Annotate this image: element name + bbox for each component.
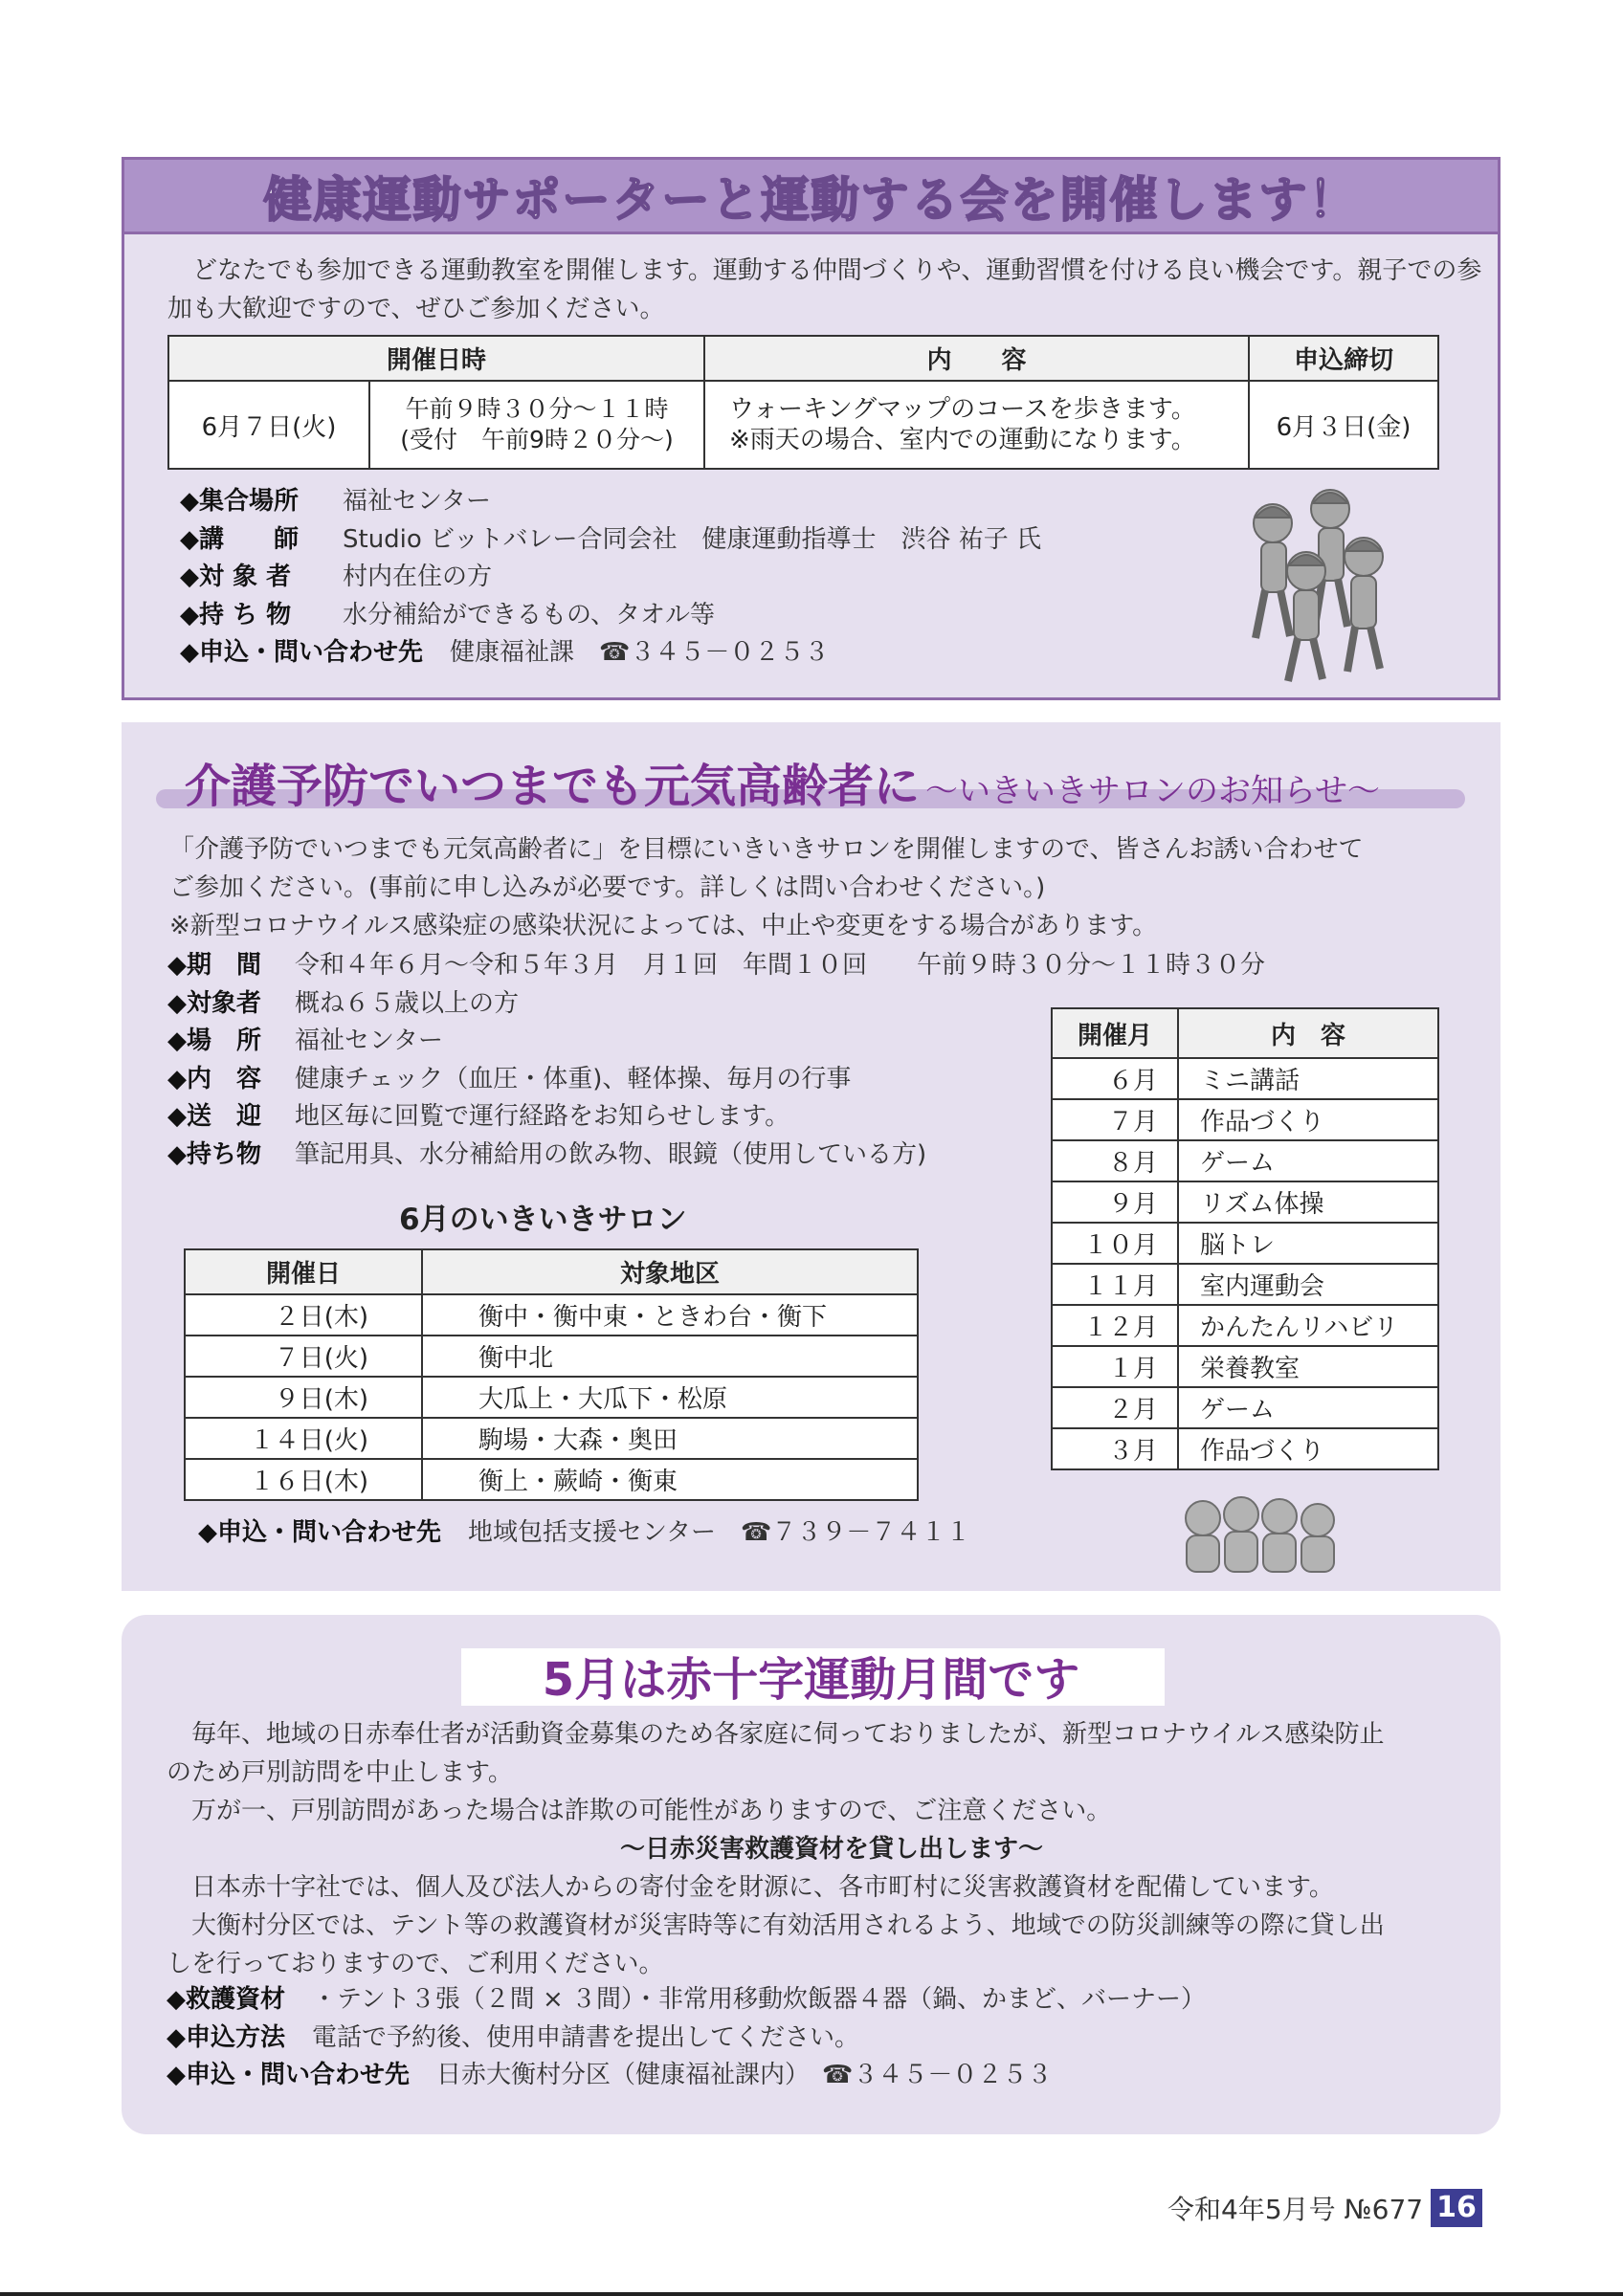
program-content: 栄養教室: [1178, 1346, 1438, 1387]
june-salon-title: 6月のいきいきサロン: [399, 1203, 687, 1237]
program-month: ６月: [1052, 1058, 1178, 1099]
bottom-rule: [0, 2292, 1623, 2296]
detail-row-period: [167, 947, 1265, 985]
salon-date: ２日(木): [185, 1294, 422, 1336]
detail-value: 地区毎に回覧で運行経路をお知らせします。: [295, 1102, 790, 1131]
header-content: 内 容: [1178, 1008, 1438, 1058]
senior-group-illustration: [1179, 1488, 1342, 1574]
table-row: [1052, 1264, 1438, 1305]
body-line: 毎年、地域の日赤奉仕者が活動資金募集のため各家庭に伺っておりましたが、新型コロナウイルス感染防止: [167, 1720, 1385, 1749]
table-header-row: [1052, 1008, 1438, 1058]
section-title: [185, 749, 1380, 815]
detail-label: ◆申込・問い合わせ先: [180, 638, 423, 667]
page-number: 16: [1431, 2189, 1482, 2227]
event-details-list: [180, 483, 1041, 673]
program-content: 室内運動会: [1178, 1264, 1438, 1305]
detail-row-materials: [167, 1981, 1206, 2020]
program-content: ミニ講話: [1178, 1058, 1438, 1099]
program-month: ２月: [1052, 1387, 1178, 1428]
event-time-line: 午前９時３０分～１１時: [405, 395, 669, 423]
detail-label: ◆期 間: [167, 951, 261, 980]
body-line: しを行っておりますので、ご利用ください。: [167, 1950, 664, 1978]
table-row: [1052, 1387, 1438, 1428]
detail-row-contact: [198, 1514, 970, 1553]
event-rain-note: ※雨天の場合、室内での運動になります。: [729, 426, 1196, 454]
program-month: ３月: [1052, 1428, 1178, 1469]
detail-row-target: [180, 559, 1041, 597]
detail-value: 村内在住の方: [343, 563, 493, 591]
detail-row-belongings: [180, 597, 1041, 635]
detail-label: ◆申込・問い合わせ先: [198, 1518, 441, 1547]
table-row: [185, 1377, 918, 1418]
table-row: [185, 1418, 918, 1459]
event-deadline: 6月３日(金): [1249, 381, 1438, 469]
event-reception-time: (受付 午前9時２０分～): [400, 426, 674, 453]
event-date: 6月７日(火): [168, 381, 369, 469]
contact-phone: 地域包括支援センター ☎７３９－７４１１: [468, 1518, 971, 1547]
program-content: 作品づくり: [1178, 1099, 1438, 1140]
salon-date: １６日(木): [185, 1459, 422, 1500]
intro-line: ※新型コロナウイルス感染症の感染状況によっては、中止や変更をする場合があります。: [169, 912, 1158, 940]
table-row: [185, 1336, 918, 1377]
detail-value: Studio ビットバレー合同会社 健康運動指導士 渋谷 祐子 氏: [343, 524, 1042, 554]
section-title-main: 介護予防でいつまでも元気高齢者に: [185, 760, 921, 813]
section-title: 健康運動サポーターと運動する会を開催します！: [263, 171, 1359, 228]
detail-label: ◆講 師: [180, 524, 299, 554]
detail-row-meeting-place: [180, 483, 1041, 521]
detail-value: ・テント３張（２間 × ３間）・非常用移動炊飯器４器（鍋、かまど、バーナー）: [312, 1985, 1207, 2014]
salon-date: １４日(火): [185, 1418, 422, 1459]
program-month: １月: [1052, 1346, 1178, 1387]
intro-line: 「介護予防でいつまでも元気高齢者に」を目標にいきいきサロンを開催しますので、皆さんお誘い合わせて: [169, 835, 1364, 864]
body-line: 万が一、戸別訪問があった場合は詐欺の可能性がありますので、ご注意ください。: [167, 1797, 1112, 1825]
detail-label: ◆持 ち 物: [180, 600, 292, 629]
detail-value: 令和４年６月～令和５年３月 月１回 年間１０回 午前９時３０分～１１時３０分: [295, 951, 1266, 980]
detail-label: ◆申込方法: [167, 2022, 285, 2052]
intro-paragraph: [169, 830, 1490, 945]
detail-value: 水分補給ができるもの、タオル等: [343, 600, 715, 629]
program-month: ７月: [1052, 1099, 1178, 1140]
detail-label: ◆内 容: [167, 1064, 261, 1093]
header-content: 内 容: [704, 336, 1249, 381]
event-content: [704, 381, 1249, 469]
salon-area: 大瓜上・大瓜下・松原: [422, 1377, 918, 1418]
section-title-band: [124, 160, 1498, 234]
intro-paragraph: どなたでも参加できる運動教室を開催します。運動する仲間づくりや、運動習慣を付ける良い機会です。親子での参加も大歓迎ですので、ぜひご参加ください。: [167, 256, 1482, 323]
program-content: リズム体操: [1178, 1181, 1438, 1223]
lending-subheading: ～日赤災害救護資材を貸し出します～: [619, 1835, 1043, 1864]
contact-phone: 日赤大衡村分区（健康福祉課内） ☎３４５－０２５３: [436, 2061, 1053, 2089]
program-content: かんたんリハビリ: [1178, 1305, 1438, 1346]
program-content: 脳トレ: [1178, 1223, 1438, 1264]
event-content-line: ウォーキングマップのコースを歩きます。: [729, 395, 1196, 424]
program-content: 作品づくり: [1178, 1428, 1438, 1469]
june-salon-table: [184, 1248, 919, 1501]
exercise-event-section: [122, 157, 1501, 700]
detail-label: ◆集合場所: [180, 487, 299, 516]
salon-date: ９日(木): [185, 1377, 422, 1418]
program-month: １２月: [1052, 1305, 1178, 1346]
detail-value: 概ね６５歳以上の方: [295, 988, 520, 1018]
detail-value: 筆記用具、水分補給用の飲み物、眼鏡（使用している方): [295, 1139, 927, 1169]
detail-label: ◆持ち物: [167, 1139, 261, 1169]
program-month: １０月: [1052, 1223, 1178, 1264]
salon-section: [122, 722, 1501, 1591]
program-content: ゲーム: [1178, 1387, 1438, 1428]
body-paragraph: [167, 1715, 1497, 1983]
salon-area: 衡上・蕨崎・衡東: [422, 1459, 918, 1500]
monthly-program-table: [1051, 1007, 1439, 1470]
header-month: 開催月: [1052, 1008, 1178, 1058]
detail-row-contact: [180, 634, 1041, 673]
detail-row-instructor: [180, 521, 1041, 560]
walking-seniors-illustration: [1234, 485, 1407, 686]
intro-line: ご参加ください。(事前に申し込みが必要です。詳しくは問い合わせください。): [169, 873, 1046, 902]
program-month: １１月: [1052, 1264, 1178, 1305]
event-schedule-table: [167, 335, 1439, 470]
section-subtitle: ～いきいきサロンのお知らせ～: [925, 772, 1380, 810]
header-area: 対象地区: [422, 1249, 918, 1294]
table-row: [1052, 1346, 1438, 1387]
table-row: [1052, 1223, 1438, 1264]
red-cross-section: [122, 1615, 1501, 2134]
salon-area: 駒場・大森・奥田: [422, 1418, 918, 1459]
event-time: [369, 381, 704, 469]
salon-area: 衡中北: [422, 1336, 918, 1377]
body-line: 大衡村分区では、テント等の救護資材が災害時等に有効活用されるよう、地域での防災訓練等の際に貸し出: [167, 1911, 1385, 1940]
program-month: ９月: [1052, 1181, 1178, 1223]
program-content: ゲーム: [1178, 1140, 1438, 1181]
table-header-row: [168, 336, 1438, 381]
table-header-row: [185, 1249, 918, 1294]
table-row: [1052, 1099, 1438, 1140]
issue-label: 令和4年5月号 №677: [1167, 2194, 1424, 2225]
lending-details-list: [167, 1981, 1206, 2095]
detail-label: ◆申込・問い合わせ先: [167, 2061, 410, 2089]
header-date: 開催日: [185, 1249, 422, 1294]
table-row: [185, 1459, 918, 1500]
detail-value: 福祉センター: [343, 487, 491, 516]
section-title: 5月は赤十字運動月間です: [542, 1653, 1080, 1707]
detail-row-method: [167, 2020, 1206, 2058]
detail-label: ◆対象者: [167, 988, 261, 1018]
detail-row-contact: [167, 2057, 1206, 2095]
body-line: 日本赤十字社では、個人及び法人からの寄付金を財源に、各市町村に災害救護資材を配備しています。: [167, 1873, 1334, 1902]
body-line: のため戸別訪問を中止します。: [167, 1758, 513, 1787]
detail-label: ◆救護資材: [167, 1985, 285, 2014]
detail-value: 電話で予約後、使用申請書を提出してください。: [312, 2022, 860, 2052]
header-datetime: 開催日時: [168, 336, 704, 381]
detail-label: ◆場 所: [167, 1027, 261, 1055]
detail-value: 健康チェック（血圧・体重)、軽体操、毎月の行事: [295, 1064, 852, 1093]
contact-phone: 健康福祉課 ☎３４５－０２５３: [450, 638, 830, 667]
detail-value: 福祉センター: [295, 1027, 443, 1055]
header-deadline: 申込締切: [1249, 336, 1438, 381]
page-footer: [1167, 2189, 1482, 2227]
salon-date: ７日(火): [185, 1336, 422, 1377]
table-row: [185, 1294, 918, 1336]
program-month: ８月: [1052, 1140, 1178, 1181]
table-row: [1052, 1428, 1438, 1469]
table-row: [1052, 1181, 1438, 1223]
table-row: [1052, 1058, 1438, 1099]
table-row: [1052, 1305, 1438, 1346]
detail-label: ◆対 象 者: [180, 563, 292, 591]
table-row: [1052, 1140, 1438, 1181]
table-row: [168, 381, 1438, 469]
salon-area: 衡中・衡中東・ときわ台・衡下: [422, 1294, 918, 1336]
detail-label: ◆送 迎: [167, 1102, 261, 1131]
